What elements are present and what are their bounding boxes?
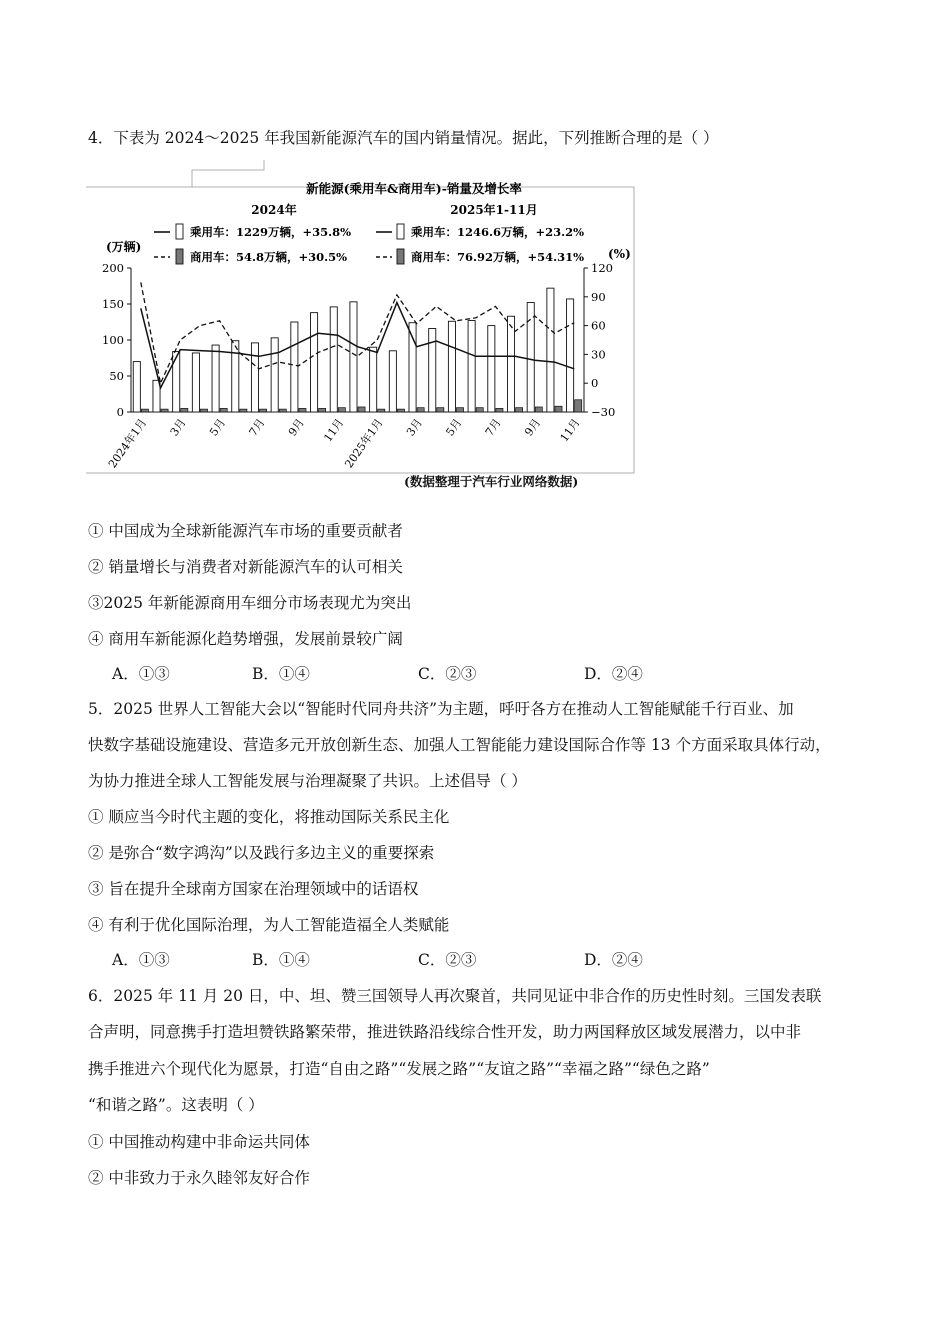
q6-stem-line-2: 合声明，同意携手打造坦赞铁路繁荣带，推进铁路沿线综合性开发，助力两国释放区域发展潜力，以中非 [88, 1023, 802, 1041]
bar-commercial [181, 408, 188, 412]
bar-passenger [251, 343, 258, 412]
bar-commercial [535, 407, 542, 412]
x-tick-label: 11月 [557, 416, 583, 445]
x-tick-label: 2025年1月 [342, 416, 386, 471]
x-tick-labels [105, 416, 582, 471]
bar-commercial [555, 406, 562, 412]
bar-passenger [173, 352, 180, 412]
bar-commercial [575, 400, 582, 412]
x-tick-label: 2024年1月 [105, 416, 150, 471]
legend-p2025: 乘用车：1246.6万辆，+23.2% [411, 225, 585, 239]
q4-stem: 4．下表为 2024～2025 年我国新能源汽车的国内销量情况。据此，下列推断合理的是（ ） [88, 129, 719, 147]
y-left-tick-label: 0 [116, 405, 124, 419]
bar-passenger [468, 321, 475, 412]
bar-commercial [476, 408, 483, 412]
chart-source: (数据整理于汽车行业网络数据) [404, 474, 579, 489]
bar-passenger [291, 322, 298, 412]
bar-commercial [299, 408, 306, 412]
bar-commercial [141, 409, 148, 412]
q5-item-4: ④ 有利于优化国际治理，为人工智能造福全人类赋能 [88, 916, 450, 934]
q4-item-2: ② 销量增长与消费者对新能源汽车的认可相关 [88, 558, 403, 576]
x-tick-label: 5月 [443, 416, 465, 439]
bar-commercial [456, 408, 463, 412]
q5-option-c[interactable]: C．②③ [418, 951, 477, 969]
q4-option-b[interactable]: B．①④ [252, 665, 310, 683]
q6-stem-line-1: 6．2025 年 11 月 20 日，中、坦、赞三国领导人再次聚首，共同见证中非合作的历史性时刻。三国发表联 [88, 987, 822, 1005]
q4-option-d[interactable]: D．②④ [584, 665, 643, 683]
y-left-tick-label: 100 [102, 333, 124, 347]
bar-passenger [330, 307, 337, 412]
x-tick-label: 9月 [285, 416, 307, 439]
bar-commercial [260, 409, 267, 412]
bar-commercial [417, 408, 424, 412]
bar-passenger [567, 299, 574, 412]
bar-commercial [161, 409, 168, 412]
q5-stem-line-3: 为协力推进全球人工智能发展与治理凝聚了共识。上述倡导（ ） [88, 772, 527, 790]
legend-p2024: 乘用车：1229万辆，+35.8% [190, 225, 352, 239]
bar-commercial [516, 408, 523, 412]
bar-commercial [220, 408, 227, 412]
q5-option-d[interactable]: D．②④ [584, 951, 643, 969]
x-tick-label: 7月 [482, 416, 504, 439]
bar-passenger [311, 313, 318, 412]
q5-item-3: ③ 旨在提升全球南方国家在治理领域中的话语权 [88, 880, 419, 898]
y-right-tick-label: 120 [591, 261, 613, 275]
legend-bar-grey-2024 [176, 249, 183, 264]
period-right: 2025年1-11月 [450, 203, 538, 217]
q4-item-1: ① 中国成为全球新能源汽车市场的重要贡献者 [88, 522, 403, 540]
bar-passenger [212, 345, 219, 412]
ylabel-right: (%) [608, 247, 631, 261]
q5-options [112, 949, 643, 971]
q5-stem-line-1: 5．2025 世界人工智能大会以“智能时代同舟共济”为主题，呼吁各方在推动人工智能赋能千行百业、加 [88, 700, 794, 718]
bar-commercial [437, 408, 444, 412]
y-left-tick-label: 200 [102, 261, 124, 275]
bar-commercial [378, 409, 385, 412]
x-tick-label: 5月 [207, 416, 229, 439]
y-right-tick-label: 0 [591, 376, 599, 391]
q5-item-1: ① 顺应当今时代主题的变化，将推动国际关系民主化 [88, 808, 450, 826]
bar-passenger [350, 302, 357, 412]
q5-stem-line-2: 快数字基础设施建设、营造多元开放创新生态、加强人工智能能力建设国际合作等 13 个方面采取具体行动， [88, 736, 831, 754]
sales-chart [84, 160, 644, 480]
period-left: 2024年 [251, 203, 297, 217]
y-right-tick-label: 60 [591, 318, 606, 333]
q6-item-2: ② 中非致力于永久睦邻友好合作 [88, 1169, 310, 1187]
bar-passenger [448, 321, 455, 412]
bar-passenger [507, 316, 514, 412]
bar-passenger [271, 338, 278, 412]
y-right-tick-label: −30 [591, 405, 616, 419]
q4-item-4: ④ 商用车新能源化趋势增强，发展前景较广阔 [88, 630, 403, 648]
legend-bar-grey-2025 [397, 249, 404, 264]
ylabel-left: (万辆) [106, 240, 142, 254]
bar-passenger [133, 362, 140, 412]
q6-stem-line-4: “和谐之路”。这表明（ ） [88, 1096, 264, 1114]
q5-option-a[interactable]: A．①③ [112, 951, 170, 969]
bar-passenger [389, 351, 396, 412]
legend-c2025: 商用车：76.92万辆，+54.31% [411, 250, 585, 264]
y-left-tick-label: 150 [102, 297, 124, 311]
q6-stem-line-3: 携手推进六个现代化为愿景，打造“自由之路”“发展之路”“友谊之路”“幸福之路”“绿色之路” [88, 1060, 710, 1078]
bar-commercial [240, 409, 247, 412]
x-tick-label: 3月 [404, 416, 426, 439]
legend [154, 224, 584, 264]
bar-passenger [527, 303, 534, 412]
bar-commercial [338, 408, 345, 412]
x-tick-label: 9月 [522, 416, 544, 439]
q4-item-3: ③2025 年新能源商用车细分市场表现尤为突出 [88, 594, 412, 612]
legend-bar-white-2025 [397, 224, 404, 239]
bar-commercial [358, 407, 365, 412]
y-right-tick-label: 30 [591, 347, 606, 362]
q6-item-1: ① 中国推动构建中非命运共同体 [88, 1133, 310, 1151]
q4-option-a[interactable]: A．①③ [112, 665, 170, 683]
y-left-tick-label: 50 [109, 369, 124, 383]
x-tick-label: 11月 [321, 416, 347, 445]
bar-commercial [200, 409, 207, 412]
bar-commercial [397, 409, 404, 412]
q4-option-c[interactable]: C．②③ [418, 665, 477, 683]
bar-passenger [488, 326, 495, 412]
q5-item-2: ② 是弥合“数字鸿沟”以及践行多边主义的重要探索 [88, 844, 435, 862]
bar-passenger [232, 341, 239, 412]
bar-passenger [547, 288, 554, 412]
bar-commercial [319, 408, 326, 412]
x-tick-label: 3月 [167, 416, 189, 439]
bar-passenger [192, 353, 199, 412]
y-right-tick-label: 90 [591, 289, 606, 304]
x-tick-label: 7月 [246, 416, 268, 439]
q5-option-b[interactable]: B．①④ [252, 951, 310, 969]
legend-bar-white-2024 [176, 224, 183, 239]
legend-c2024: 商用车：54.8万辆，+30.5% [190, 250, 348, 264]
bar-commercial [279, 409, 286, 412]
bar-commercial [496, 408, 503, 412]
bar-passenger [370, 347, 377, 412]
q4-options [112, 663, 643, 685]
bar-passenger [153, 380, 160, 412]
chart-title: 新能源(乘用车&商用车)-销量及增长率 [306, 181, 522, 196]
